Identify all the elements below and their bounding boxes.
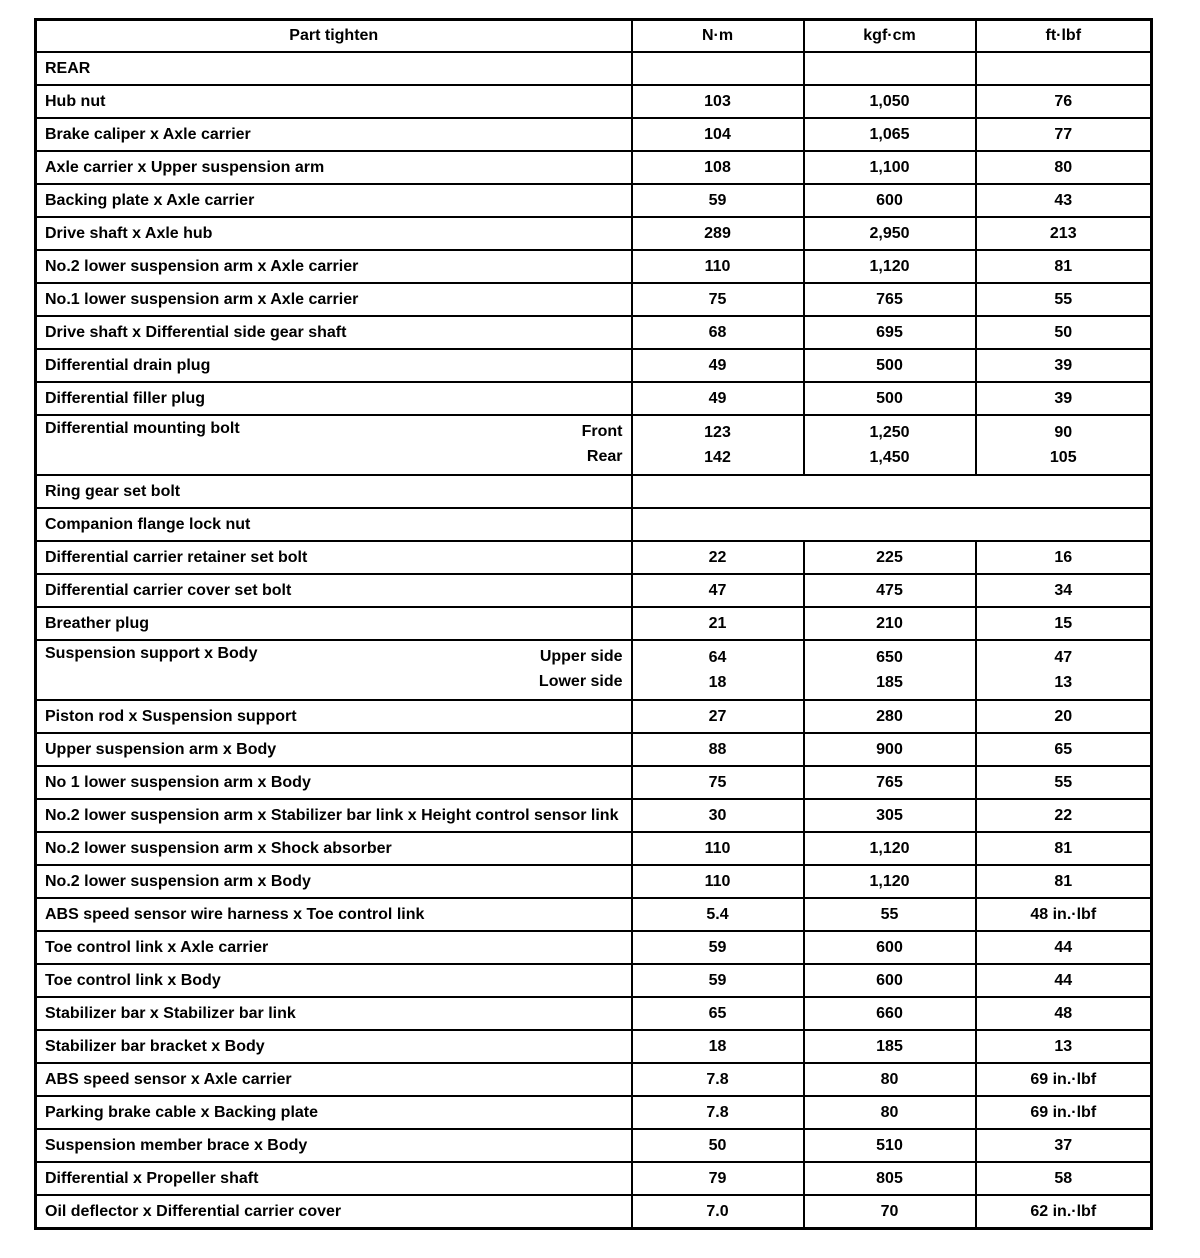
- kgf-cm-cell: 600: [804, 184, 976, 217]
- table-row: [36, 931, 1152, 964]
- kgf-cm-cell: 475: [804, 574, 976, 607]
- header-part-tighten: Part tighten: [36, 20, 632, 53]
- part-cell: Differential filler plug: [36, 382, 632, 415]
- part-cell: Suspension member brace x Body: [36, 1129, 632, 1162]
- table-row: [36, 217, 1152, 250]
- nm-cell: 79: [632, 1162, 804, 1195]
- nm-cell: 18: [632, 1030, 804, 1063]
- nm-cell: 110: [632, 832, 804, 865]
- kgf-cm-cell: 1,050: [804, 85, 976, 118]
- ft-lbf-cell: 55: [976, 766, 1152, 799]
- part-cell: Differential drain plug: [36, 349, 632, 382]
- ft-lbf-cell: 58: [976, 1162, 1152, 1195]
- kgf-cell: [804, 415, 976, 475]
- table-row: [36, 733, 1152, 766]
- part-cell: Piston rod x Suspension support: [36, 700, 632, 733]
- ft-lbf-cell: 39: [976, 382, 1152, 415]
- part-cell: Parking brake cable x Backing plate: [36, 1096, 632, 1129]
- nm-cell: 59: [632, 184, 804, 217]
- kgf-cm-cell: 1,100: [804, 151, 976, 184]
- table-row: [36, 997, 1152, 1030]
- table-row: [36, 766, 1152, 799]
- value: 47: [1054, 649, 1073, 666]
- ft-lbf-cell: 69 in.·lbf: [976, 1063, 1152, 1096]
- part-label: Suspension support x Body: [45, 645, 258, 662]
- table-row: [36, 151, 1152, 184]
- part-cell: Drive shaft x Differential side gear shaft: [36, 316, 632, 349]
- ft-lbf-cell: 81: [976, 250, 1152, 283]
- part-cell: ABS speed sensor wire harness x Toe control link: [36, 898, 632, 931]
- ft-lbf-cell: 65: [976, 733, 1152, 766]
- kgf-cm-cell: 1,120: [804, 865, 976, 898]
- kgf-cm-cell: 510: [804, 1129, 976, 1162]
- table-row: [36, 898, 1152, 931]
- nm-cell: 27: [632, 700, 804, 733]
- torque-spec-table: [34, 18, 1153, 1230]
- nm-cell: 88: [632, 733, 804, 766]
- part-cell: Differential carrier retainer set bolt: [36, 541, 632, 574]
- table-row: [36, 184, 1152, 217]
- ft-lbf-cell: 50: [976, 316, 1152, 349]
- table-row: [36, 541, 1152, 574]
- value: 90: [1054, 424, 1073, 441]
- part-cell: Differential carrier cover set bolt: [36, 574, 632, 607]
- header-row: [36, 20, 1152, 53]
- nm-cell: 49: [632, 382, 804, 415]
- kgf-cell: [804, 640, 976, 700]
- part-cell: Hub nut: [36, 85, 632, 118]
- kgf-cm-cell: 500: [804, 382, 976, 415]
- table-row: [36, 700, 1152, 733]
- part-cell: Ring gear set bolt: [36, 475, 632, 508]
- kgf-cm-cell: 70: [804, 1195, 976, 1229]
- nm-cell: 49: [632, 349, 804, 382]
- part-cell: Upper suspension arm x Body: [36, 733, 632, 766]
- nm-cell: 104: [632, 118, 804, 151]
- spec-blank-cell: [632, 508, 1152, 541]
- nm-cell: 75: [632, 283, 804, 316]
- header-ft-lbf: ft·lbf: [976, 20, 1152, 53]
- kgf-cm-cell: 805: [804, 1162, 976, 1195]
- ft-lbf-cell: 22: [976, 799, 1152, 832]
- value: 64: [708, 649, 727, 666]
- ft-cell: [976, 640, 1152, 700]
- table-row: [36, 865, 1152, 898]
- kgf-cm-cell: 1,120: [804, 832, 976, 865]
- ft-lbf-cell: 69 in.·lbf: [976, 1096, 1152, 1129]
- ft-lbf-cell: 81: [976, 832, 1152, 865]
- table-row: [36, 283, 1152, 316]
- header-kgf-cm: kgf·cm: [804, 20, 976, 53]
- table-row: [36, 1162, 1152, 1195]
- sub-label: Upper side: [539, 648, 623, 665]
- ft-lbf-cell: 39: [976, 349, 1152, 382]
- table-row: [36, 1030, 1152, 1063]
- part-cell: Toe control link x Axle carrier: [36, 931, 632, 964]
- table-row: [36, 1096, 1152, 1129]
- kgf-cm-cell: 765: [804, 766, 976, 799]
- value: 18: [708, 674, 727, 691]
- part-cell: Stabilizer bar x Stabilizer bar link: [36, 997, 632, 1030]
- table-row: [36, 799, 1152, 832]
- spec-blank-cell: [632, 475, 1152, 508]
- nm-cell: [632, 415, 804, 475]
- part-cell: No.2 lower suspension arm x Axle carrier: [36, 250, 632, 283]
- kgf-cm-cell: 2,950: [804, 217, 976, 250]
- table-row: [36, 85, 1152, 118]
- part-cell: Oil deflector x Differential carrier cover: [36, 1195, 632, 1229]
- kgf-cm-cell: 600: [804, 964, 976, 997]
- ft-lbf-cell: 80: [976, 151, 1152, 184]
- nm-cell: 7.8: [632, 1063, 804, 1096]
- table-row-ring-gear: [36, 475, 1152, 508]
- ft-lbf-cell: 16: [976, 541, 1152, 574]
- part-cell: No.1 lower suspension arm x Axle carrier: [36, 283, 632, 316]
- ft-lbf-cell: 48: [976, 997, 1152, 1030]
- part-cell: Backing plate x Axle carrier: [36, 184, 632, 217]
- kgf-cm-cell: 660: [804, 997, 976, 1030]
- nm-cell: 65: [632, 997, 804, 1030]
- nm-cell: [632, 640, 804, 700]
- section-row: [36, 52, 1152, 85]
- value: 123: [704, 424, 731, 441]
- part-cell: Breather plug: [36, 607, 632, 640]
- table-row: [36, 349, 1152, 382]
- kgf-cm-cell: 500: [804, 349, 976, 382]
- nm-cell: 7.8: [632, 1096, 804, 1129]
- nm-cell: 47: [632, 574, 804, 607]
- table-row-companion-flange: [36, 508, 1152, 541]
- nm-cell: 68: [632, 316, 804, 349]
- ft-lbf-cell: 213: [976, 217, 1152, 250]
- nm-cell: 59: [632, 931, 804, 964]
- part-cell: No 1 lower suspension arm x Body: [36, 766, 632, 799]
- header-nm: N·m: [632, 20, 804, 53]
- nm-cell: 50: [632, 1129, 804, 1162]
- ft-lbf-cell: 37: [976, 1129, 1152, 1162]
- nm-cell: 21: [632, 607, 804, 640]
- ft-lbf-cell: 44: [976, 931, 1152, 964]
- nm-cell: 103: [632, 85, 804, 118]
- table-row: [36, 250, 1152, 283]
- part-cell: Toe control link x Body: [36, 964, 632, 997]
- table-row-suspension-support: [36, 640, 1152, 700]
- ft-lbf-cell: 55: [976, 283, 1152, 316]
- value: 142: [704, 449, 731, 466]
- value: 105: [1049, 449, 1077, 466]
- ft-lbf-cell: 15: [976, 607, 1152, 640]
- nm-cell: 110: [632, 865, 804, 898]
- part-cell: Axle carrier x Upper suspension arm: [36, 151, 632, 184]
- part-cell: Stabilizer bar bracket x Body: [36, 1030, 632, 1063]
- kgf-cm-cell: 900: [804, 733, 976, 766]
- table-row: [36, 382, 1152, 415]
- kgf-cm-cell: 695: [804, 316, 976, 349]
- table-row: [36, 1195, 1152, 1229]
- part-cell: Brake caliper x Axle carrier: [36, 118, 632, 151]
- kgf-cm-cell: 80: [804, 1063, 976, 1096]
- ft-lbf-cell: 20: [976, 700, 1152, 733]
- part-cell: Companion flange lock nut: [36, 508, 632, 541]
- value: 1,250: [869, 424, 910, 441]
- part-cell: ABS speed sensor x Axle carrier: [36, 1063, 632, 1096]
- sub-label: Lower side: [538, 673, 623, 690]
- kgf-cm-cell: 305: [804, 799, 976, 832]
- ft-cell: [976, 415, 1152, 475]
- part-cell: [36, 415, 632, 475]
- kgf-cm-cell: 225: [804, 541, 976, 574]
- value: 650: [876, 649, 903, 666]
- ft-lbf-cell: 76: [976, 85, 1152, 118]
- part-cell: Differential x Propeller shaft: [36, 1162, 632, 1195]
- table-row: [36, 1063, 1152, 1096]
- kgf-cm-cell: 1,065: [804, 118, 976, 151]
- sub-label: Front: [581, 423, 623, 440]
- table-row: [36, 832, 1152, 865]
- table-row: [36, 118, 1152, 151]
- table-row: [36, 574, 1152, 607]
- nm-cell: 5.4: [632, 898, 804, 931]
- kgf-cm-cell: 55: [804, 898, 976, 931]
- part-label: Differential mounting bolt: [45, 420, 240, 437]
- ft-lbf-cell: 13: [976, 1030, 1152, 1063]
- ft-lbf-cell: 77: [976, 118, 1152, 151]
- kgf-cm-cell: 210: [804, 607, 976, 640]
- ft-lbf-cell: 48 in.·lbf: [976, 898, 1152, 931]
- nm-cell: 110: [632, 250, 804, 283]
- part-cell: Drive shaft x Axle hub: [36, 217, 632, 250]
- nm-cell: 22: [632, 541, 804, 574]
- ft-lbf-cell: 34: [976, 574, 1152, 607]
- kgf-cm-cell: 765: [804, 283, 976, 316]
- kgf-cm-cell: 185: [804, 1030, 976, 1063]
- value: 13: [1054, 674, 1073, 691]
- table-row: [36, 964, 1152, 997]
- value: 1,450: [869, 449, 910, 466]
- value: 185: [876, 674, 903, 691]
- kgf-cm-cell: 1,120: [804, 250, 976, 283]
- ft-lbf-cell: 44: [976, 964, 1152, 997]
- kgf-cm-cell: 600: [804, 931, 976, 964]
- nm-cell: 108: [632, 151, 804, 184]
- table-row-mounting-bolt: [36, 415, 1152, 475]
- part-cell: No.2 lower suspension arm x Stabilizer bar link x Height control sensor link: [36, 799, 632, 832]
- nm-cell: 7.0: [632, 1195, 804, 1229]
- nm-cell: 59: [632, 964, 804, 997]
- kgf-cm-cell: 80: [804, 1096, 976, 1129]
- section-label: REAR: [36, 52, 632, 85]
- nm-cell: 30: [632, 799, 804, 832]
- table-row: [36, 316, 1152, 349]
- ft-lbf-cell: 62 in.·lbf: [976, 1195, 1152, 1229]
- nm-cell: 75: [632, 766, 804, 799]
- kgf-cm-cell: 280: [804, 700, 976, 733]
- part-cell: [36, 640, 632, 700]
- ft-lbf-cell: 43: [976, 184, 1152, 217]
- part-cell: No.2 lower suspension arm x Body: [36, 865, 632, 898]
- nm-cell: 289: [632, 217, 804, 250]
- table-row: [36, 607, 1152, 640]
- part-cell: No.2 lower suspension arm x Shock absorber: [36, 832, 632, 865]
- sub-label: Rear: [586, 448, 623, 465]
- ft-lbf-cell: 81: [976, 865, 1152, 898]
- table-row: [36, 1129, 1152, 1162]
